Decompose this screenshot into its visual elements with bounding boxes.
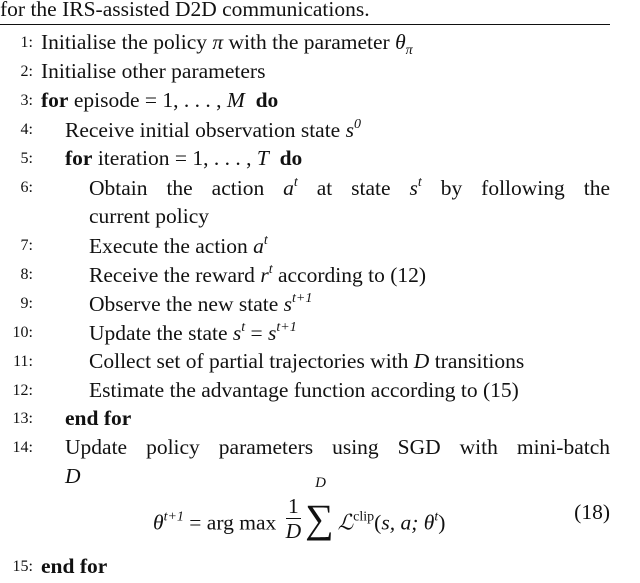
math: 0	[353, 117, 361, 132]
line-text	[41, 88, 278, 113]
text: with the parameter	[223, 30, 396, 54]
line-text	[41, 30, 413, 59]
caption-rule	[0, 24, 610, 25]
math: s	[283, 292, 292, 316]
line-number: 11:	[13, 353, 33, 370]
eq-sum-symbol: ∑	[305, 496, 334, 541]
text	[269, 146, 280, 170]
line-text	[65, 146, 302, 171]
eq-args: s, a; θ	[381, 510, 435, 535]
algorithm-line	[0, 554, 610, 583]
line-text	[89, 204, 209, 229]
algorithm-line	[0, 349, 610, 378]
math: s	[232, 321, 242, 345]
algorithm-line	[0, 378, 610, 407]
text: Initialise the policy	[41, 30, 213, 54]
text: according to (12)	[272, 263, 427, 287]
line-text	[89, 349, 524, 374]
algorithm-line	[0, 59, 610, 88]
line-text	[65, 117, 361, 143]
math: D	[413, 349, 430, 373]
math: s	[268, 321, 277, 345]
keyword: end for	[65, 406, 132, 430]
line-text	[89, 262, 426, 288]
math: r	[260, 263, 269, 287]
algorithm-line	[0, 175, 610, 204]
math: t+1	[276, 320, 297, 335]
algorithm-line	[0, 406, 610, 435]
text: Update policy parameters using SGD with mini-batch	[65, 435, 610, 459]
keyword: do	[255, 88, 279, 112]
line-text	[89, 378, 519, 403]
line-text	[65, 435, 610, 460]
line-text	[89, 175, 610, 201]
algorithm-caption: for the IRS-assisted D2D communications.	[0, 0, 370, 21]
eq-sum	[305, 475, 334, 542]
text: Estimate the advantage function according to (15)	[89, 378, 519, 402]
eq-loss-sup: clip	[353, 509, 375, 525]
text: Observe the new state	[89, 292, 284, 316]
text: by following the	[421, 176, 610, 200]
math: D	[65, 464, 81, 488]
math: s	[409, 176, 418, 200]
line-number: 9:	[20, 295, 33, 312]
eq-theta-sup: t+1	[163, 509, 184, 525]
algorithm-line	[0, 146, 610, 175]
text: Execute the action	[89, 234, 254, 258]
line-number: 5:	[20, 150, 33, 167]
keyword: for	[41, 88, 69, 112]
line-number: 14:	[12, 439, 33, 456]
algorithm-line	[0, 88, 610, 117]
line-number: 7:	[20, 237, 33, 254]
line-text	[89, 291, 312, 317]
equation-18	[0, 475, 610, 552]
math: t	[293, 175, 298, 190]
eq-loss: ℒ	[337, 510, 354, 536]
algorithm-line	[0, 30, 610, 59]
keyword: for	[65, 146, 93, 170]
math: t	[241, 320, 246, 335]
line-text	[65, 406, 131, 431]
line-number: 15:	[12, 558, 33, 575]
keyword: do	[279, 146, 303, 170]
equation-number: (18)	[574, 500, 610, 524]
line-number: 10:	[12, 324, 33, 341]
line-number: 4:	[20, 121, 33, 138]
eq-sum-top: D	[315, 475, 326, 491]
math: π	[405, 43, 413, 58]
line-number: 6:	[20, 179, 33, 196]
text: Collect set of partial trajectories with	[89, 349, 414, 373]
text	[245, 88, 256, 112]
eq-argmax: = arg max	[183, 510, 282, 535]
text: transitions	[429, 349, 525, 373]
line-number: 13:	[12, 410, 33, 427]
keyword: end for	[41, 554, 108, 578]
line-number: 1:	[20, 34, 33, 51]
text: episode = 1, . . . ,	[68, 88, 227, 112]
text: Initialise other parameters	[41, 59, 266, 83]
math: t	[263, 233, 268, 248]
math: π	[212, 30, 224, 54]
text: Receive the reward	[89, 263, 261, 287]
math: t	[417, 175, 422, 190]
line-text	[89, 233, 268, 259]
line-number: 2:	[20, 63, 33, 80]
math: t	[268, 262, 273, 277]
math: a	[253, 234, 264, 258]
text: Receive initial observation state	[65, 118, 346, 142]
algorithm-line	[0, 117, 610, 146]
algorithm-line	[0, 262, 610, 291]
text: iteration = 1, . . . ,	[92, 146, 257, 170]
eq-close: )	[438, 510, 446, 535]
text: at state	[297, 176, 410, 200]
line-number: 8:	[20, 266, 33, 283]
math: a	[283, 176, 294, 200]
line-text	[41, 59, 265, 84]
text: =	[245, 321, 269, 345]
line-text	[89, 320, 297, 346]
algorithm-line	[0, 435, 610, 464]
algorithm-line	[0, 204, 610, 233]
text: Update the state	[89, 321, 233, 345]
eq-frac-den: D	[285, 519, 302, 543]
line-number: 12:	[12, 382, 33, 399]
algorithm-line	[0, 233, 610, 262]
eq-args-sup: t	[434, 509, 439, 525]
math: t+1	[292, 291, 313, 306]
eq-frac-num: 1	[286, 494, 302, 519]
line-number: 3:	[20, 92, 33, 109]
eq-theta: θ	[153, 510, 164, 535]
algorithm-line	[0, 291, 610, 320]
math: T	[256, 146, 269, 170]
math: θ	[395, 30, 406, 54]
math: M	[226, 88, 245, 112]
eq-open: (	[374, 510, 382, 535]
text: Obtain the action	[89, 176, 284, 200]
algorithm-line	[0, 320, 610, 349]
eq-fraction	[286, 494, 302, 543]
text: current policy	[89, 204, 209, 228]
math: s	[345, 118, 354, 142]
